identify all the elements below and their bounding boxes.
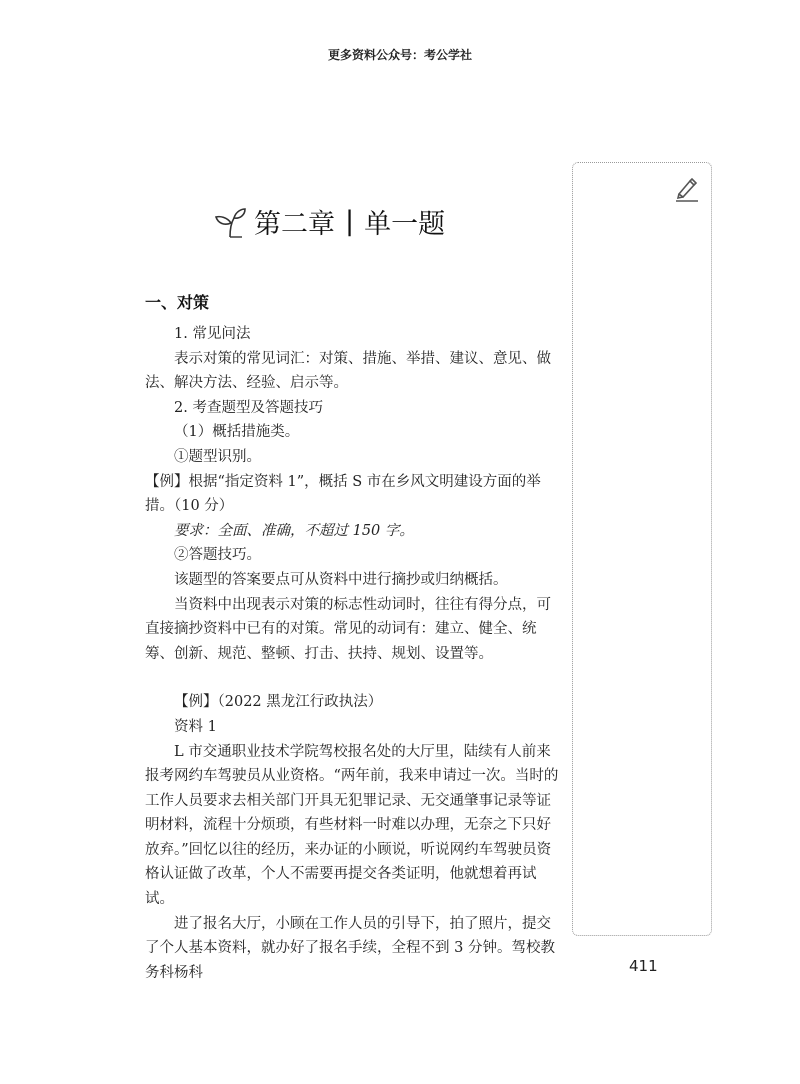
section-title: 一、对策 <box>145 293 210 312</box>
pencil-icon <box>673 176 699 202</box>
material-label: 资料 1 <box>174 718 217 735</box>
paragraph: 当资料中出现表示对策的标志性动词时，往往有得分点，可直接摘抄资料中已有的对策。常见的动词有：建立、健全、统筹、创新、规范、整顿、打击、扶持、规划、设置等。 <box>145 596 551 662</box>
chapter-heading <box>212 196 445 246</box>
paragraph: ①题型识别。 <box>174 448 261 465</box>
paragraph: L 市交通职业技术学院驾校报名处的大厅里，陆续有人前来报考网约车驾驶员从业资格。“两年前，我来申请过一次。当时的工作人员要求去相关部门开具无犯罪记录、无交通肇事记录等证明材料，流程十分烦琐，有些材料一时难以办理，无奈之下只好放弃。”回忆以往的经历，来办证的小顾说，听说网约车驾驶员资格认证做了改革，个人不需要再提交各类证明，他就想着再试试。 <box>145 743 559 908</box>
paragraph: 表示对策的常见词汇：对策、措施、举措、建议、意见、做法、解决方法、经验、启示等。 <box>145 350 551 392</box>
sprout-icon <box>212 203 248 239</box>
spacer <box>145 666 565 690</box>
page-header: 更多资料公众号：考公学社 <box>327 48 472 62</box>
paragraph: 进了报名大厅，小顾在工作人员的引导下，拍了照片，提交了个人基本资料，就办好了报名手续，全程不到 3 分钟。驾校教务科杨科 <box>145 915 555 981</box>
paragraph: （1）概括措施类。 <box>174 424 300 441</box>
paragraph: 2. 考查题型及答题技巧 <box>174 399 323 416</box>
example-heading: 【例】（2022 黑龙江行政执法） <box>174 694 383 711</box>
page-number: 411 <box>629 957 658 975</box>
notes-panel <box>572 162 712 936</box>
paragraph: 该题型的答案要点可从资料中进行摘抄或归纳概括。 <box>174 571 508 588</box>
body-text <box>145 322 565 985</box>
chapter-separator: | <box>345 205 355 237</box>
paragraph: ②答题技巧。 <box>174 547 261 564</box>
requirement-note: 要求：全面、准确，不超过 150 字。 <box>174 522 414 539</box>
chapter-title: 第二章 <box>254 208 335 240</box>
paragraph: 1. 常见问法 <box>174 326 251 342</box>
example-question: 【例】根据“指定资料 1”，概括 S 市在乡风文明建设方面的举措。（10 分） <box>145 473 541 515</box>
chapter-subtitle: 单一题 <box>364 208 446 240</box>
